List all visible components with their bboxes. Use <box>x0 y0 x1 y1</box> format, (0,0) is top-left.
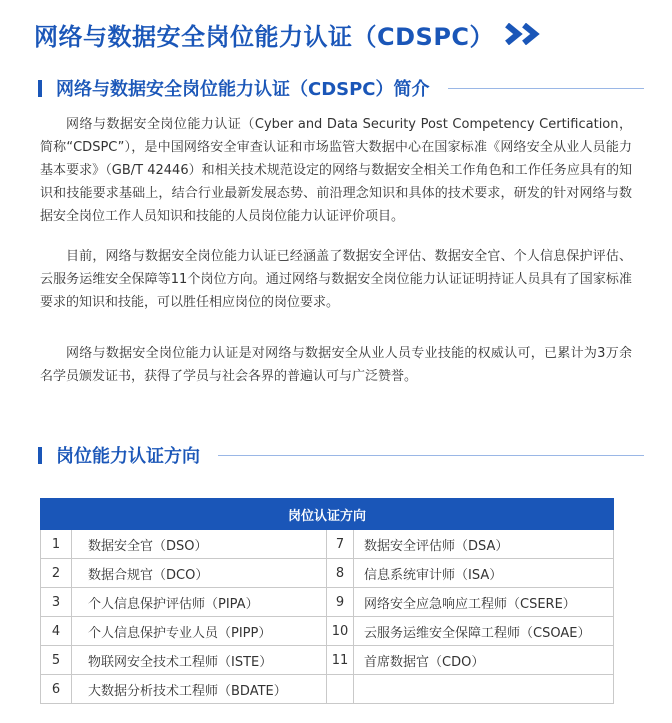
table-row <box>41 530 614 559</box>
row-number: 11 <box>327 646 354 675</box>
role-name: 数据安全评估师（DSA） <box>354 530 614 559</box>
section-marker <box>38 80 42 97</box>
table-header-row <box>41 499 614 530</box>
role-name: 数据合规官（DCO） <box>72 559 327 588</box>
table-row <box>41 588 614 617</box>
intro-paragraph-1: 网络与数据安全岗位能力认证（Cyber and Data Security Post Competency Certification，简称“CDSPC”），是中国网络安全审查认证和市场监管大数据中心在国家标准《网络安全从业人员能力基本要求》（GB/T 42446）和相关技术规范设定的网络与数据安全相关工作角色和工作任务应具有的知识和技能要求基础上，结合行业最新发展态势、前沿理念知识和具体的技术要求，研发的针对网络与数据安全岗位工作人员知识和技能的人员岗位能力认证评价项目。 <box>40 117 632 224</box>
row-number: 7 <box>327 530 354 559</box>
table-row <box>41 646 614 675</box>
role-name: 首席数据官（CDO） <box>354 646 614 675</box>
role-name: 物联网安全技术工程师（ISTE） <box>72 646 327 675</box>
directions-section-header <box>38 443 644 467</box>
row-number: 3 <box>41 588 72 617</box>
directions-section-title: 岗位能力认证方向 <box>56 446 200 467</box>
intro-section-header <box>38 76 644 100</box>
row-number <box>327 675 354 704</box>
section-marker <box>38 447 42 464</box>
row-number: 5 <box>41 646 72 675</box>
page-header <box>34 14 544 54</box>
role-name: 数据安全官（DSO） <box>72 530 327 559</box>
role-name: 云服务运维安全保障工程师（CSOAE） <box>354 617 614 646</box>
page-title: 网络与数据安全岗位能力认证（CDSPC） <box>34 22 495 51</box>
section-divider <box>448 88 644 89</box>
table-row <box>41 675 614 704</box>
row-number: 4 <box>41 617 72 646</box>
row-number: 10 <box>327 617 354 646</box>
intro-section-title: 网络与数据安全岗位能力认证（CDSPC）简介 <box>56 79 430 100</box>
table-row <box>41 559 614 588</box>
double-chevron-right-icon <box>504 23 544 45</box>
directions-table <box>40 498 614 704</box>
role-name: 个人信息保护评估师（PIPA） <box>72 588 327 617</box>
role-name: 个人信息保护专业人员（PIPP） <box>72 617 327 646</box>
row-number: 2 <box>41 559 72 588</box>
role-name: 信息系统审计师（ISA） <box>354 559 614 588</box>
intro-paragraph-3: 网络与数据安全岗位能力认证是对网络与数据安全从业人员专业技能的权威认可，已累计为3万余名学员颁发证书，获得了学员与社会各界的普遍认可与广泛赞誉。 <box>40 346 632 384</box>
intro-paragraph-2: 目前，网络与数据安全岗位能力认证已经涵盖了数据安全评估、数据安全官、个人信息保护评估、云服务运维安全保障等11个岗位方向。通过网络与数据安全岗位能力认证证明持证人员具有了国家标准要求的知识和技能，可以胜任相应岗位的岗位要求。 <box>40 249 632 310</box>
row-number: 8 <box>327 559 354 588</box>
role-name: 大数据分析技术工程师（BDATE） <box>72 675 327 704</box>
table-row <box>41 617 614 646</box>
row-number: 6 <box>41 675 72 704</box>
section-divider <box>218 455 644 456</box>
row-number: 9 <box>327 588 354 617</box>
role-name <box>354 675 614 704</box>
table-header: 岗位认证方向 <box>41 499 614 530</box>
role-name: 网络安全应急响应工程师（CSERE） <box>354 588 614 617</box>
row-number: 1 <box>41 530 72 559</box>
